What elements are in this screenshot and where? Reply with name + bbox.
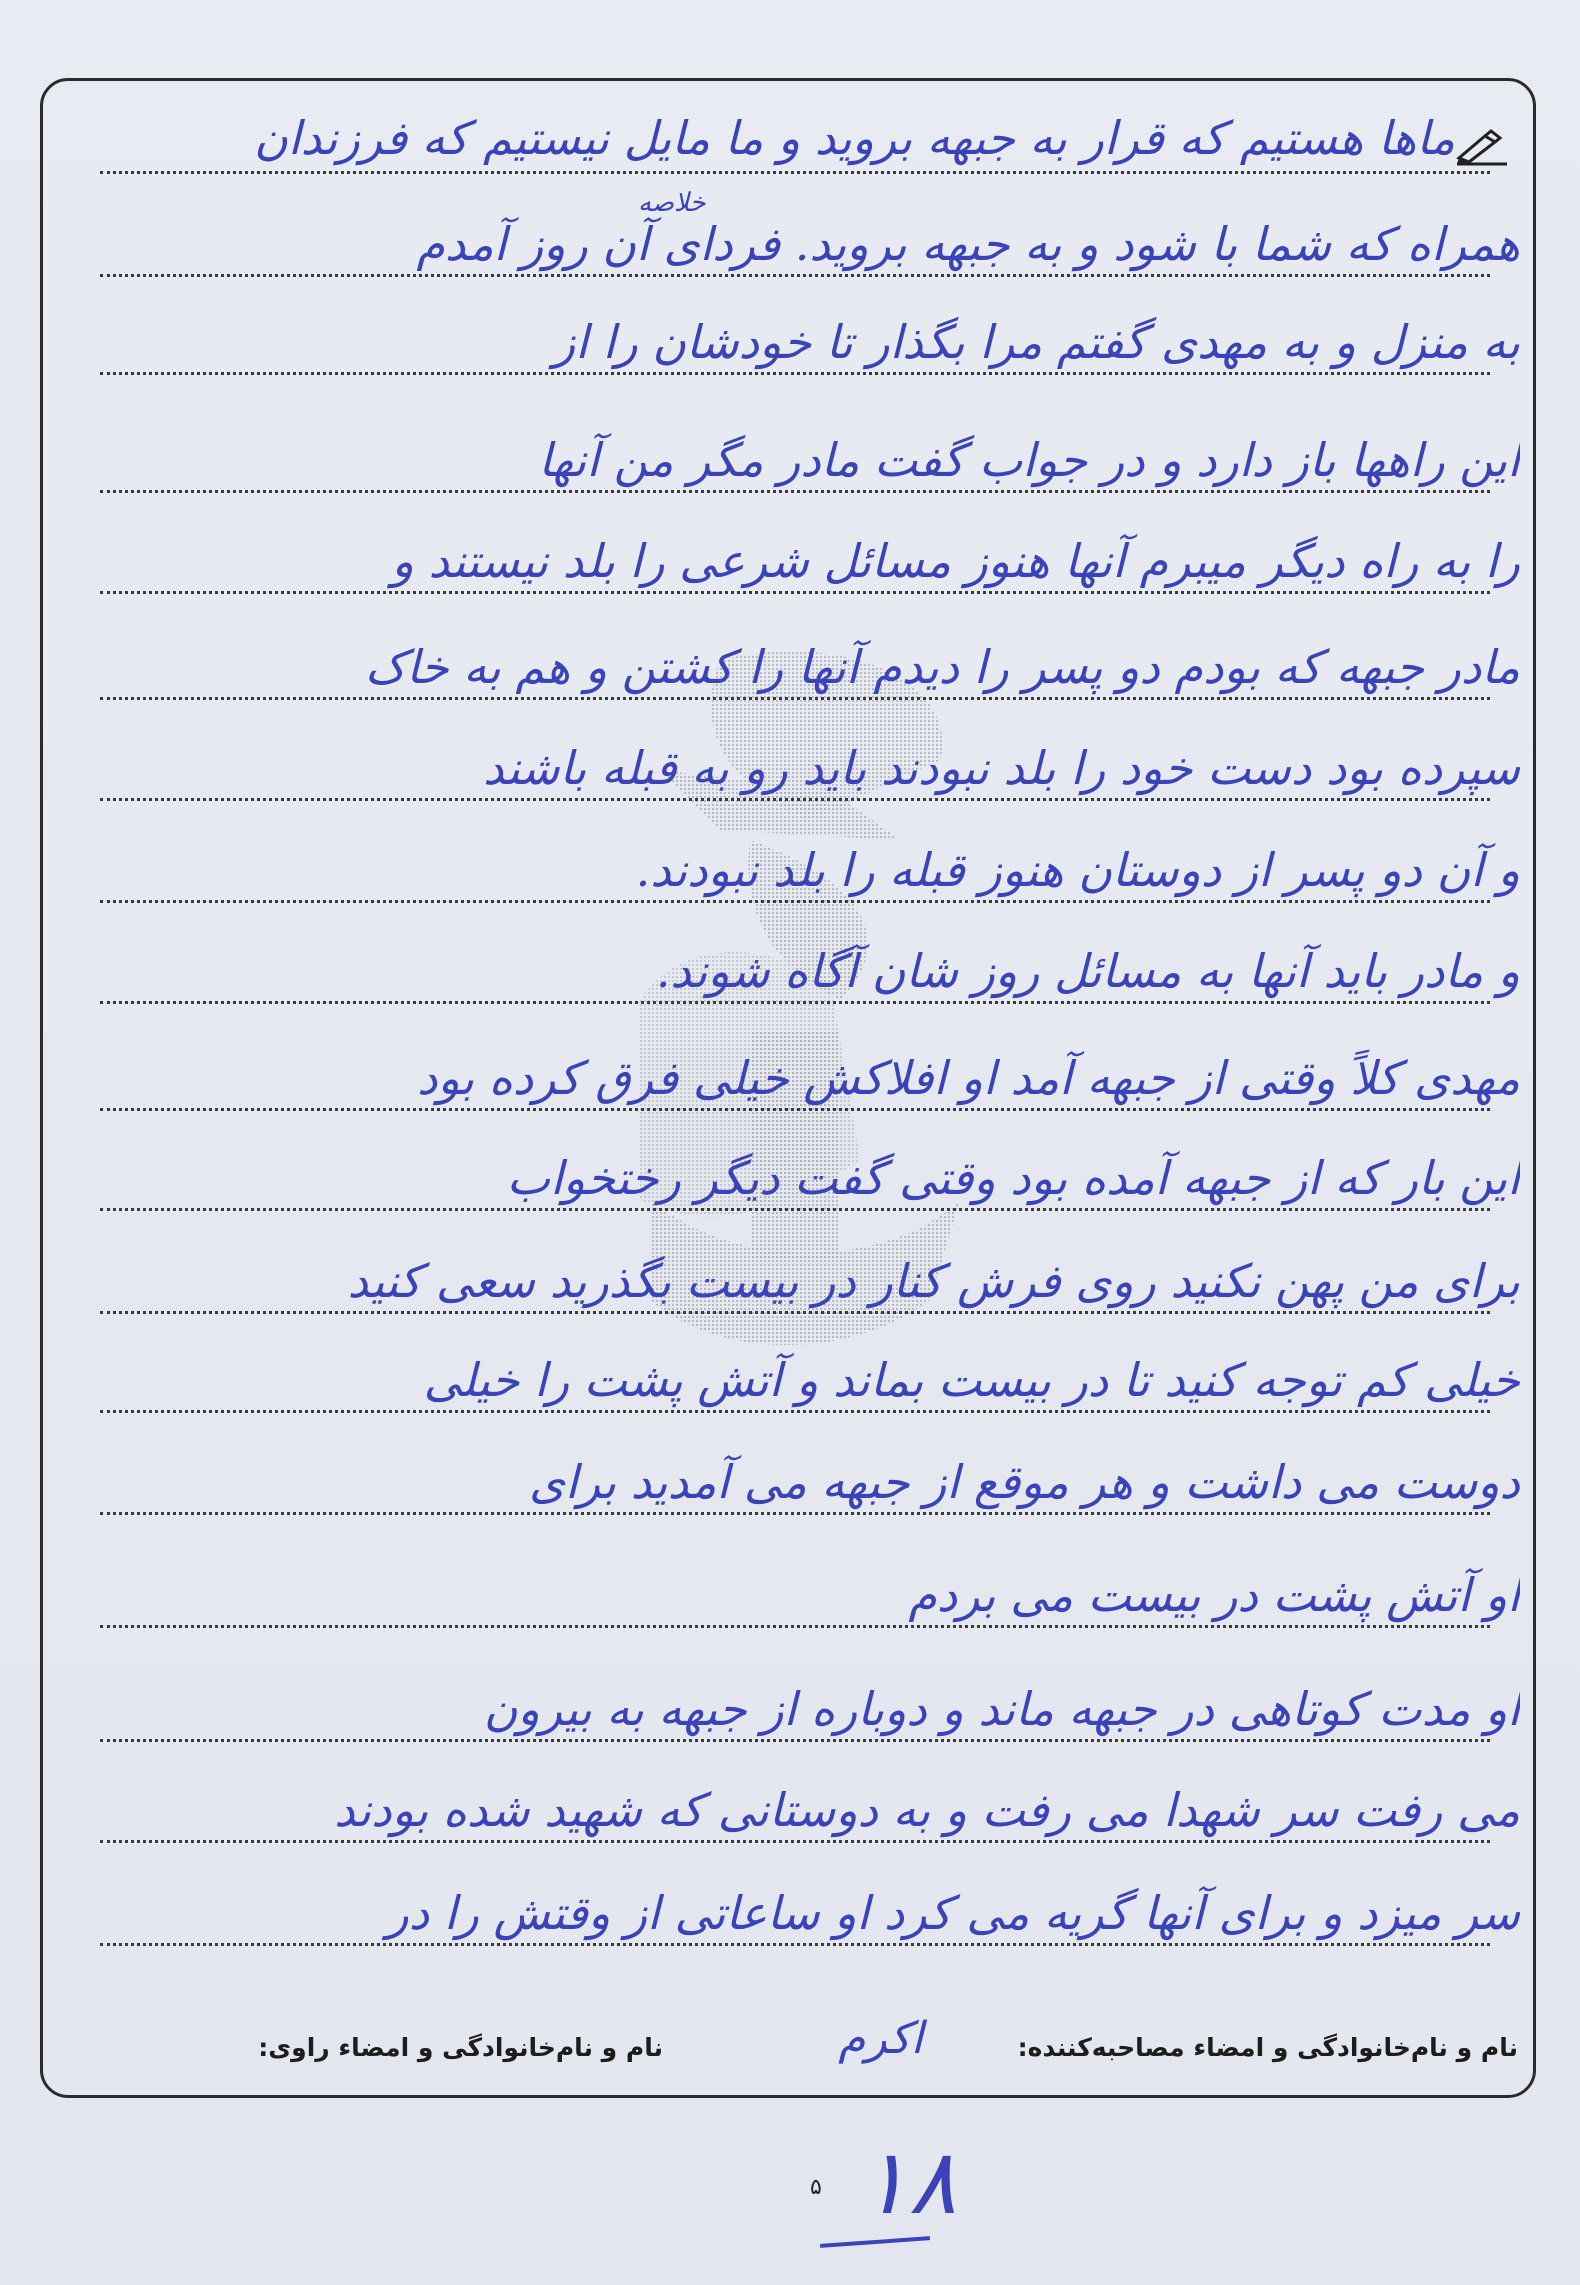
pen-writing-icon <box>1455 128 1511 168</box>
ruled-line <box>100 490 1490 493</box>
ruled-line <box>100 1108 1490 1111</box>
handwritten-inline-note: خلاصه <box>638 188 706 218</box>
handwritten-line: همراه که شما با شود و به جبهه بروید. فردای آن روز آمدم <box>416 217 1520 271</box>
ruled-line <box>100 1512 1490 1515</box>
ruled-line <box>100 798 1490 801</box>
ruled-line <box>100 372 1490 375</box>
handwritten-line: این راهها باز دارد و در جواب گفت مادر مگر من آنها <box>538 433 1520 487</box>
ruled-line <box>100 1739 1490 1742</box>
handwritten-line: او آتش پشت در بیست می بردم <box>908 1568 1520 1622</box>
handwritten-line: برای من پهن نکنید روی فرش کنار در بیست بگذرید سعی کنید <box>347 1254 1520 1308</box>
handwritten-line: به منزل و به مهدی گفتم مرا بگذار تا خودشان را از <box>553 315 1520 369</box>
ruled-line <box>100 591 1490 594</box>
interviewer-label: نام و نام‌خانوادگی و امضاء مصاحبه‌کننده: <box>1017 2033 1518 2062</box>
handwritten-line: را به راه دیگر میبرم آنها هنوز مسائل شرعی را بلد نیستند و <box>391 534 1520 588</box>
ruled-line <box>100 171 1490 174</box>
handwritten-line: او مدت کوتاهی در جبهه ماند و دوباره از جبهه به بیرون <box>483 1682 1520 1736</box>
ruled-line <box>100 1208 1490 1211</box>
handwritten-line: ماها هستیم که قرار به جبهه بروید و ما مایل نیستیم که فرزندان <box>254 111 1455 165</box>
handwritten-line: خیلی کم توجه کنید تا در بیست بماند و آتش پشت را خیلی <box>423 1353 1520 1407</box>
handwritten-line: و مادر باید آنها به مسائل روز شان آگاه شوند. <box>655 944 1520 998</box>
handwritten-line: این بار که از جبهه آمده بود وقتی گفت دیگر رختخواب <box>506 1151 1520 1205</box>
handwritten-line: سپرده بود دست خود را بلد نبودند باید رو به قبله باشند <box>482 741 1520 795</box>
handwritten-page-number: ۱۸ <box>860 2130 957 2235</box>
narrator-label: نام و نام‌خانوادگی و امضاء راوی: <box>258 2033 663 2062</box>
ruled-line <box>100 1001 1490 1004</box>
ruled-line <box>100 1943 1490 1946</box>
handwritten-line: و آن دو پسر از دوستان هنوز قبله را بلد نبودند. <box>635 843 1520 897</box>
handwritten-line: دوست می داشت و هر موقع از جبهه می آمدید برای <box>529 1455 1520 1509</box>
handwritten-line: سر میزد و برای آنها گریه می کرد او ساعاتی از وقتش را در <box>386 1886 1520 1940</box>
ruled-line <box>100 900 1490 903</box>
interviewer-signature: اکرم <box>838 2013 923 2064</box>
ruled-line <box>100 1840 1490 1843</box>
ruled-line <box>100 274 1490 277</box>
printed-page-number: ۵ <box>810 2175 822 2200</box>
signature-footer <box>62 2013 1518 2075</box>
handwritten-line: می رفت سر شهدا می رفت و به دوستانی که شهید شده بودند <box>334 1783 1520 1837</box>
handwritten-line: مهدی کلاً وقتی از جبهه آمد او افلاکش خیلی فرق کرده بود <box>417 1051 1520 1105</box>
handwritten-line: مادر جبهه که بودم دو پسر را دیدم آنها را کشتن و هم به خاک <box>365 640 1520 694</box>
ruled-line <box>100 1625 1490 1628</box>
ruled-line <box>100 1410 1490 1413</box>
ruled-line <box>100 1311 1490 1314</box>
ruled-line <box>100 697 1490 700</box>
